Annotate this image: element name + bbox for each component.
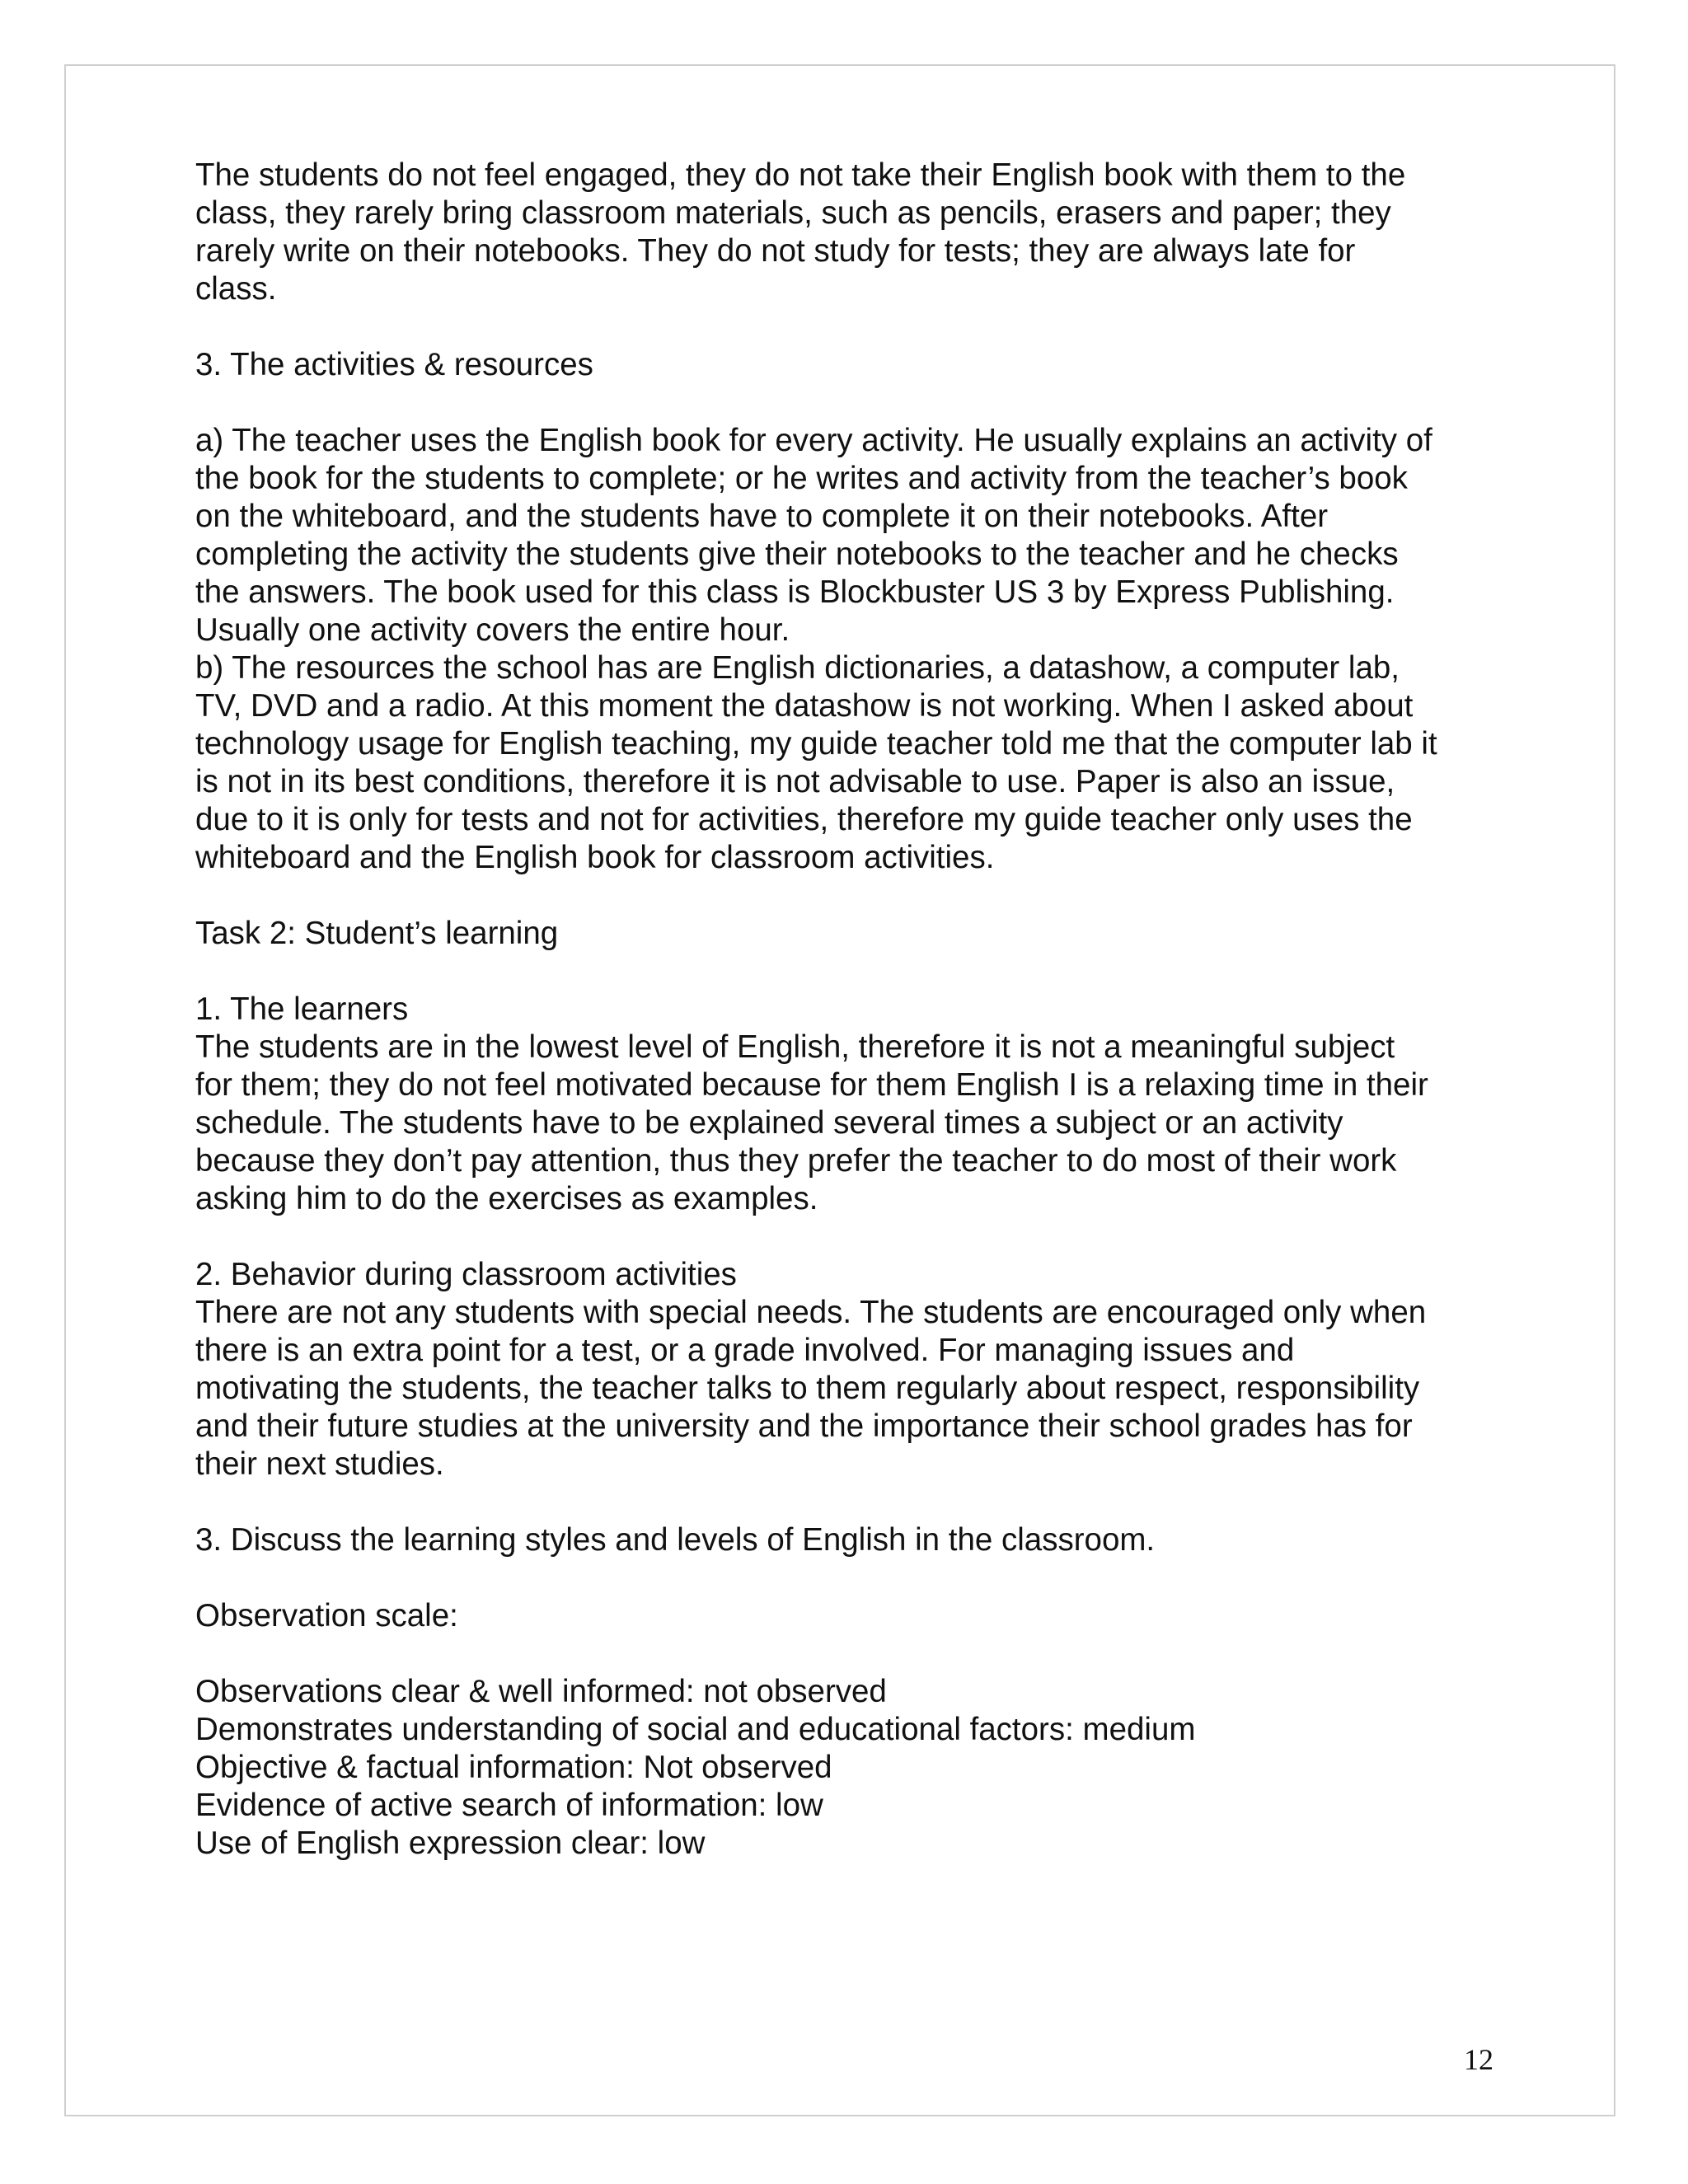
text-line: completing the activity the students give their notebooks to the teacher and he checks bbox=[195, 537, 1399, 572]
text-line: b) The resources the school has are English dictionaries, a datashow, a computer lab, bbox=[195, 650, 1400, 686]
observation-scale-list bbox=[195, 1673, 1498, 1863]
text-line: the book for the students to complete; or he writes and activity from the teacher’s book bbox=[195, 461, 1408, 496]
text-line: The students do not feel engaged, they do not take their English book with them to the bbox=[195, 157, 1406, 193]
section-heading-activities: 3. The activities & resources bbox=[195, 347, 593, 382]
text-line: There are not any students with special needs. The students are encouraged only when bbox=[195, 1295, 1427, 1330]
page-number: 12 bbox=[1464, 2043, 1493, 2076]
text-line: the answers. The book used for this class is Blockbuster US 3 by Express Publishing. bbox=[195, 574, 1395, 610]
spacer bbox=[195, 1218, 1498, 1256]
spacer bbox=[195, 953, 1498, 991]
text-line: asking him to do the exercises as examples. bbox=[195, 1181, 818, 1216]
observation-item: Objective & factual information: Not observed bbox=[195, 1750, 832, 1785]
spacer bbox=[195, 308, 1498, 346]
behavior-paragraph bbox=[195, 1256, 1498, 1483]
text-line: Usually one activity covers the entire hour. bbox=[195, 612, 790, 648]
observation-item: Evidence of active search of information: low bbox=[195, 1788, 823, 1823]
text-line: their next studies. bbox=[195, 1446, 444, 1482]
text-line: The students are in the lowest level of English, therefore it is not a meaningful subject bbox=[195, 1029, 1395, 1065]
text-line: for them; they do not feel motivated because for them English I is a relaxing time in their bbox=[195, 1067, 1428, 1103]
text-line: whiteboard and the English book for classroom activities. bbox=[195, 840, 995, 875]
text-line: is not in its best conditions, therefore it is not advisable to use. Paper is also an issue, bbox=[195, 764, 1395, 799]
text-line: rarely write on their notebooks. They do not study for tests; they are always late for bbox=[195, 233, 1356, 269]
text-line: schedule. The students have to be explained several times a subject or an activity bbox=[195, 1105, 1343, 1141]
spacer bbox=[195, 1559, 1498, 1597]
observation-item: Use of English expression clear: low bbox=[195, 1825, 706, 1861]
task-heading: Task 2: Student’s learning bbox=[195, 916, 559, 951]
spacer bbox=[195, 877, 1498, 915]
text-line: on the whiteboard, and the students have to complete it on their notebooks. After bbox=[195, 499, 1329, 534]
text-line: 1. The learners bbox=[195, 991, 409, 1027]
text-line: technology usage for English teaching, my guide teacher told me that the computer lab it bbox=[195, 726, 1437, 762]
text-line: due to it is only for tests and not for activities, therefore my guide teacher only uses the bbox=[195, 802, 1413, 837]
activities-resources-paragraph bbox=[195, 422, 1498, 877]
learners-paragraph bbox=[195, 991, 1498, 1218]
spacer bbox=[195, 1635, 1498, 1673]
text-line: class, they rarely bring classroom materials, such as pencils, erasers and paper; they bbox=[195, 195, 1391, 231]
observation-scale-heading: Observation scale: bbox=[195, 1598, 458, 1633]
document-body bbox=[195, 157, 1498, 1863]
observation-item: Observations clear & well informed: not observed bbox=[195, 1674, 887, 1709]
text-line: a) The teacher uses the English book for every activity. He usually explains an activity of bbox=[195, 423, 1432, 458]
spacer bbox=[195, 384, 1498, 422]
text-line: because they don’t pay attention, thus they prefer the teacher to do most of their work bbox=[195, 1143, 1397, 1179]
text-line: class. bbox=[195, 271, 277, 307]
intro-paragraph bbox=[195, 157, 1498, 308]
discuss-heading: 3. Discuss the learning styles and levels of English in the classroom. bbox=[195, 1522, 1156, 1558]
spacer bbox=[195, 1483, 1498, 1521]
text-line: there is an extra point for a test, or a grade involved. For managing issues and bbox=[195, 1333, 1295, 1368]
text-line: 2. Behavior during classroom activities bbox=[195, 1257, 737, 1292]
text-line: and their future studies at the university and the importance their school grades has for bbox=[195, 1408, 1413, 1444]
observation-item: Demonstrates understanding of social and educational factors: medium bbox=[195, 1712, 1196, 1747]
text-line: motivating the students, the teacher talks to them regularly about respect, responsibility bbox=[195, 1371, 1420, 1406]
text-line: TV, DVD and a radio. At this moment the datashow is not working. When I asked about bbox=[195, 688, 1414, 724]
